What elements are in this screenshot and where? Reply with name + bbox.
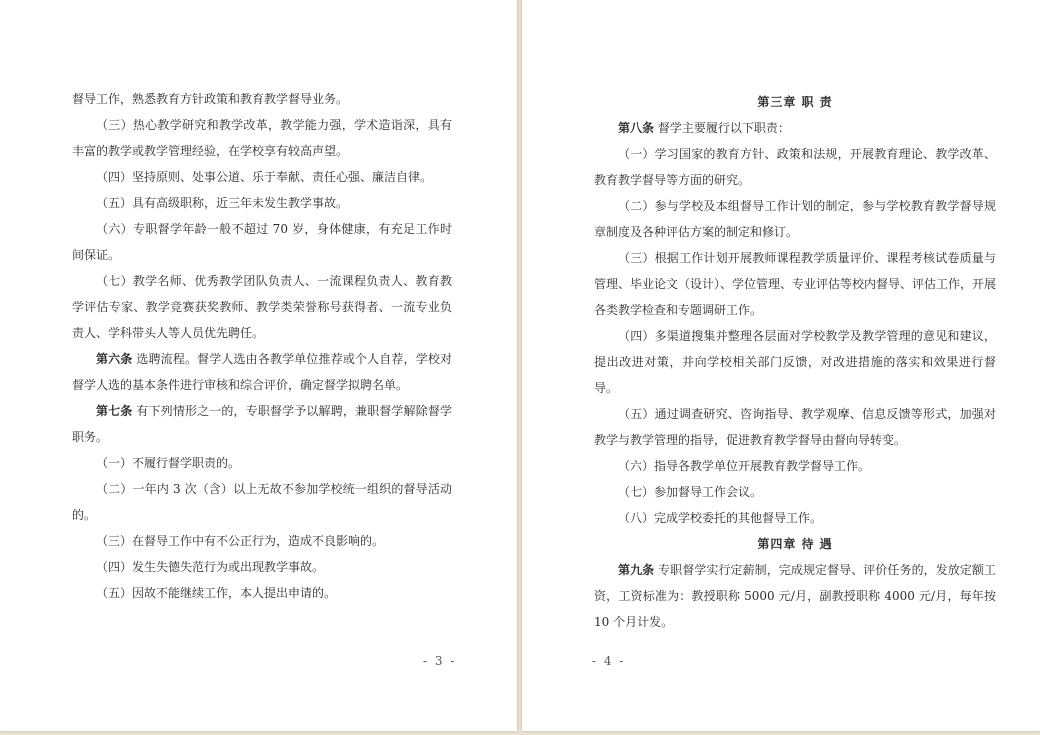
dismissal-item: （四）发生失德失范行为或出现教学事故。 [96, 560, 325, 574]
duty-item: （八）完成学校委托的其他督导工作。 [618, 511, 823, 525]
dismissal-item: （三）在督导工作中有不公正行为，造成不良影响的。 [96, 534, 385, 548]
paragraph-continuation: 督导工作，熟悉教育方针政策和教育教学督导业务。 [72, 92, 349, 106]
paragraph-criterion-6: （六）专职督学年龄一般不超过 70 岁，身体健康，有充足工作时间保证。 [72, 222, 452, 262]
duty-item: （三）根据工作计划开展教师课程教学质量评价、课程考核试卷质量与管理、毕业论文（设计）、学位管理、专业评估等校内督导、评估工作，开展各类教学检查和专题调研工作。 [594, 251, 997, 317]
paragraph-criterion-5: （五）具有高级职称，近三年未发生教学事故。 [96, 196, 349, 210]
document-page-4 [522, 0, 1040, 731]
article-7-text: 有下列情形之一的，专职督学予以解聘，兼职督学解除督学职务。 [72, 404, 452, 444]
chapter-3-title: 第三章 职 责 [757, 95, 833, 109]
page-number: - 4 - [592, 654, 626, 668]
page-number: - 3 - [423, 654, 457, 668]
article-9-text: 专职督学实行定薪制，完成规定督导、评价任务的，发放定额工资，工资标准为：教授职称 5000 元/月，副教授职称 4000 元/月，每年按 10 个月计发。 [594, 563, 996, 629]
article-8-label: 第八条 [618, 121, 655, 135]
duty-item: （二）参与学校及本组督导工作计划的制定，参与学校教育教学督导规章制度及各种评估方案的制定和修订。 [594, 199, 996, 239]
paragraph-criterion-3: （三）热心教学研究和教学改革，教学能力强，学术造诣深，具有丰富的教学或教学管理经验，在学校享有较高声望。 [72, 118, 452, 158]
article-8-text: 督学主要履行以下职责： [654, 121, 790, 135]
chapter-4-title: 第四章 待 遇 [757, 537, 833, 551]
paragraph-criterion-7: （七）教学名师、优秀教学团队负责人、一流课程负责人、教育教学评估专家、教学竞赛获奖教师、教学类荣誉称号获得者、一流专业负责人、学科带头人等人员优先聘任。 [72, 274, 452, 340]
article-7 [72, 398, 452, 450]
paragraph-criterion-4: （四）坚持原则、处事公道、乐于奉献、责任心强、廉洁自律。 [96, 170, 433, 184]
article-6-label: 第六条 [96, 352, 133, 366]
dismissal-item: （二）一年内 3 次（含）以上无故不参加学校统一组织的督导活动的。 [72, 482, 452, 522]
dismissal-item: （五）因故不能继续工作，本人提出申请的。 [96, 586, 337, 600]
article-6 [72, 346, 452, 398]
article-8 [594, 115, 996, 141]
document-page-3 [0, 0, 517, 731]
article-6-text: 选聘流程。督学人选由各教学单位推荐或个人自荐，学校对督学人选的基本条件进行审核和综合评价，确定督学拟聘名单。 [72, 352, 452, 392]
article-9-label: 第九条 [618, 563, 655, 577]
duty-item: （一）学习国家的教育方针、政策和法规，开展教育理论、教学改革、教育教学督导等方面的研究。 [594, 147, 996, 187]
duty-item: （四）多渠道搜集并整理各层面对学校教学及教学管理的意见和建议，提出改进对策，并向学校相关部门反馈，对改进措施的落实和效果进行督导。 [594, 329, 996, 395]
duty-item: （七）参加督导工作会议。 [618, 485, 763, 499]
duty-item: （六）指导各教学单位开展教育教学督导工作。 [618, 459, 871, 473]
duty-item: （五）通过调查研究、咨询指导、教学观摩、信息反馈等形式，加强对教学与教学管理的指导，促进教育教学督导由督向导转变。 [594, 407, 996, 447]
page-4-content [594, 89, 996, 635]
dismissal-item: （一）不履行督学职责的。 [96, 456, 241, 470]
article-7-label: 第七条 [96, 404, 133, 418]
article-9 [594, 557, 996, 635]
page-3-content [72, 86, 452, 606]
